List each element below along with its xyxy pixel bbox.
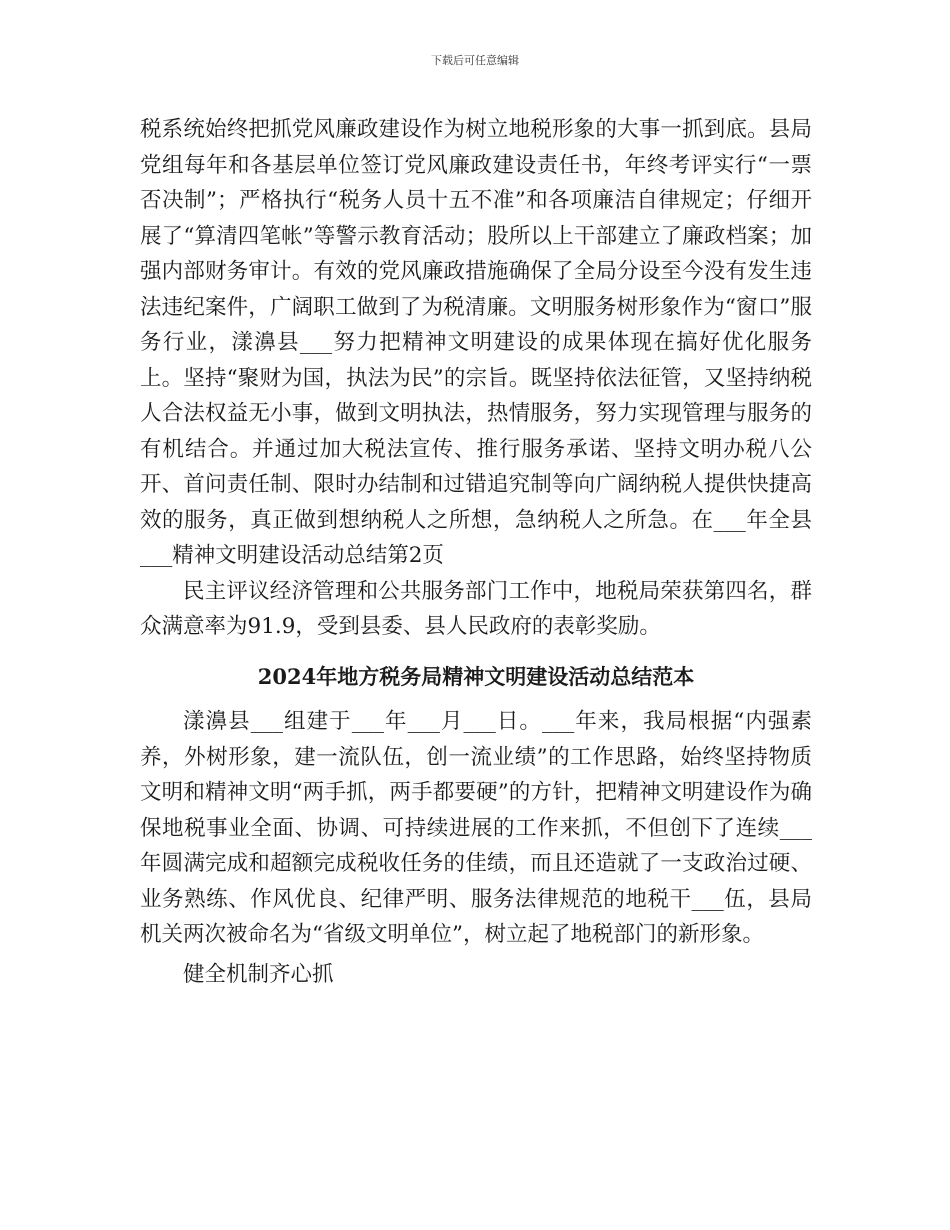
page-header-note: 下载后可任意编辑 [431,54,519,67]
document-body [140,112,812,992]
section-title: 2024年地方税务局精神文明建设活动总结范本 [257,663,695,689]
subsection-heading: 健全机制齐心抓 [183,961,334,987]
body-paragraph-continued: 税系统始终把抓党风廉政建设作为树立地税形象的大事一抓到底。县局党组每年和各基层单位签订党风廉政建设责任书，年终考评实行“一票否决制”；严格执行“税务人员十五不准”和各项廉洁自律规定；仔细开展了“算清四笔帐”等警示教育活动；股所以上干部建立了廉政档案；加强内部财务审计。有效的党风廉政措施确保了全局分设至今没有发生违法违纪案件，广阔职工做到了为税清廉。文明服务树形象作为“窗口”服务行业，漾濞县___努力把精神文明建设的成果体现在搞好优化服务上。坚持“聚财为国，执法为民”的宗旨。既坚持依法征管，又坚持纳税人合法权益无小事，做到文明执法，热情服务，努力实现管理与服务的有机结合。并通过加大税法宣传、推行服务承诺、坚持文明办税八公开、首问责任制、限时办结制和过错追究制等向广阔纳税人提供快捷高效的服务，真正做到想纳税人之所想，急纳税人之所急。在___年全县___精神文明建设活动总结第2页 [140,117,812,568]
body-paragraph: 民主评议经济管理和公共服务部门工作中，地税局荣获第四名，群众满意率为91.9，受到县委、县人民政府的表彰奖励。 [140,578,812,639]
body-paragraph: 漾濞县___组建于___年___月___日。___年来，我局根据“内强素养，外树形象，建一流队伍，创一流业绩”的工作思路，始终坚持物质文明和精神文明“两手抓，两手都要硬”的方针，把精神文明建设作为确保地税事业全面、协调、可持续进展的工作来抓，不但创下了连续___年圆满完成和超额完成税收任务的佳绩，而且还造就了一支政治过硬、业务熟练、作风优良、纪律严明、服务法律规范的地税干___伍，县局机关两次被命名为“省级文明单位”，树立起了地税部门的新形象。 [140,709,812,947]
